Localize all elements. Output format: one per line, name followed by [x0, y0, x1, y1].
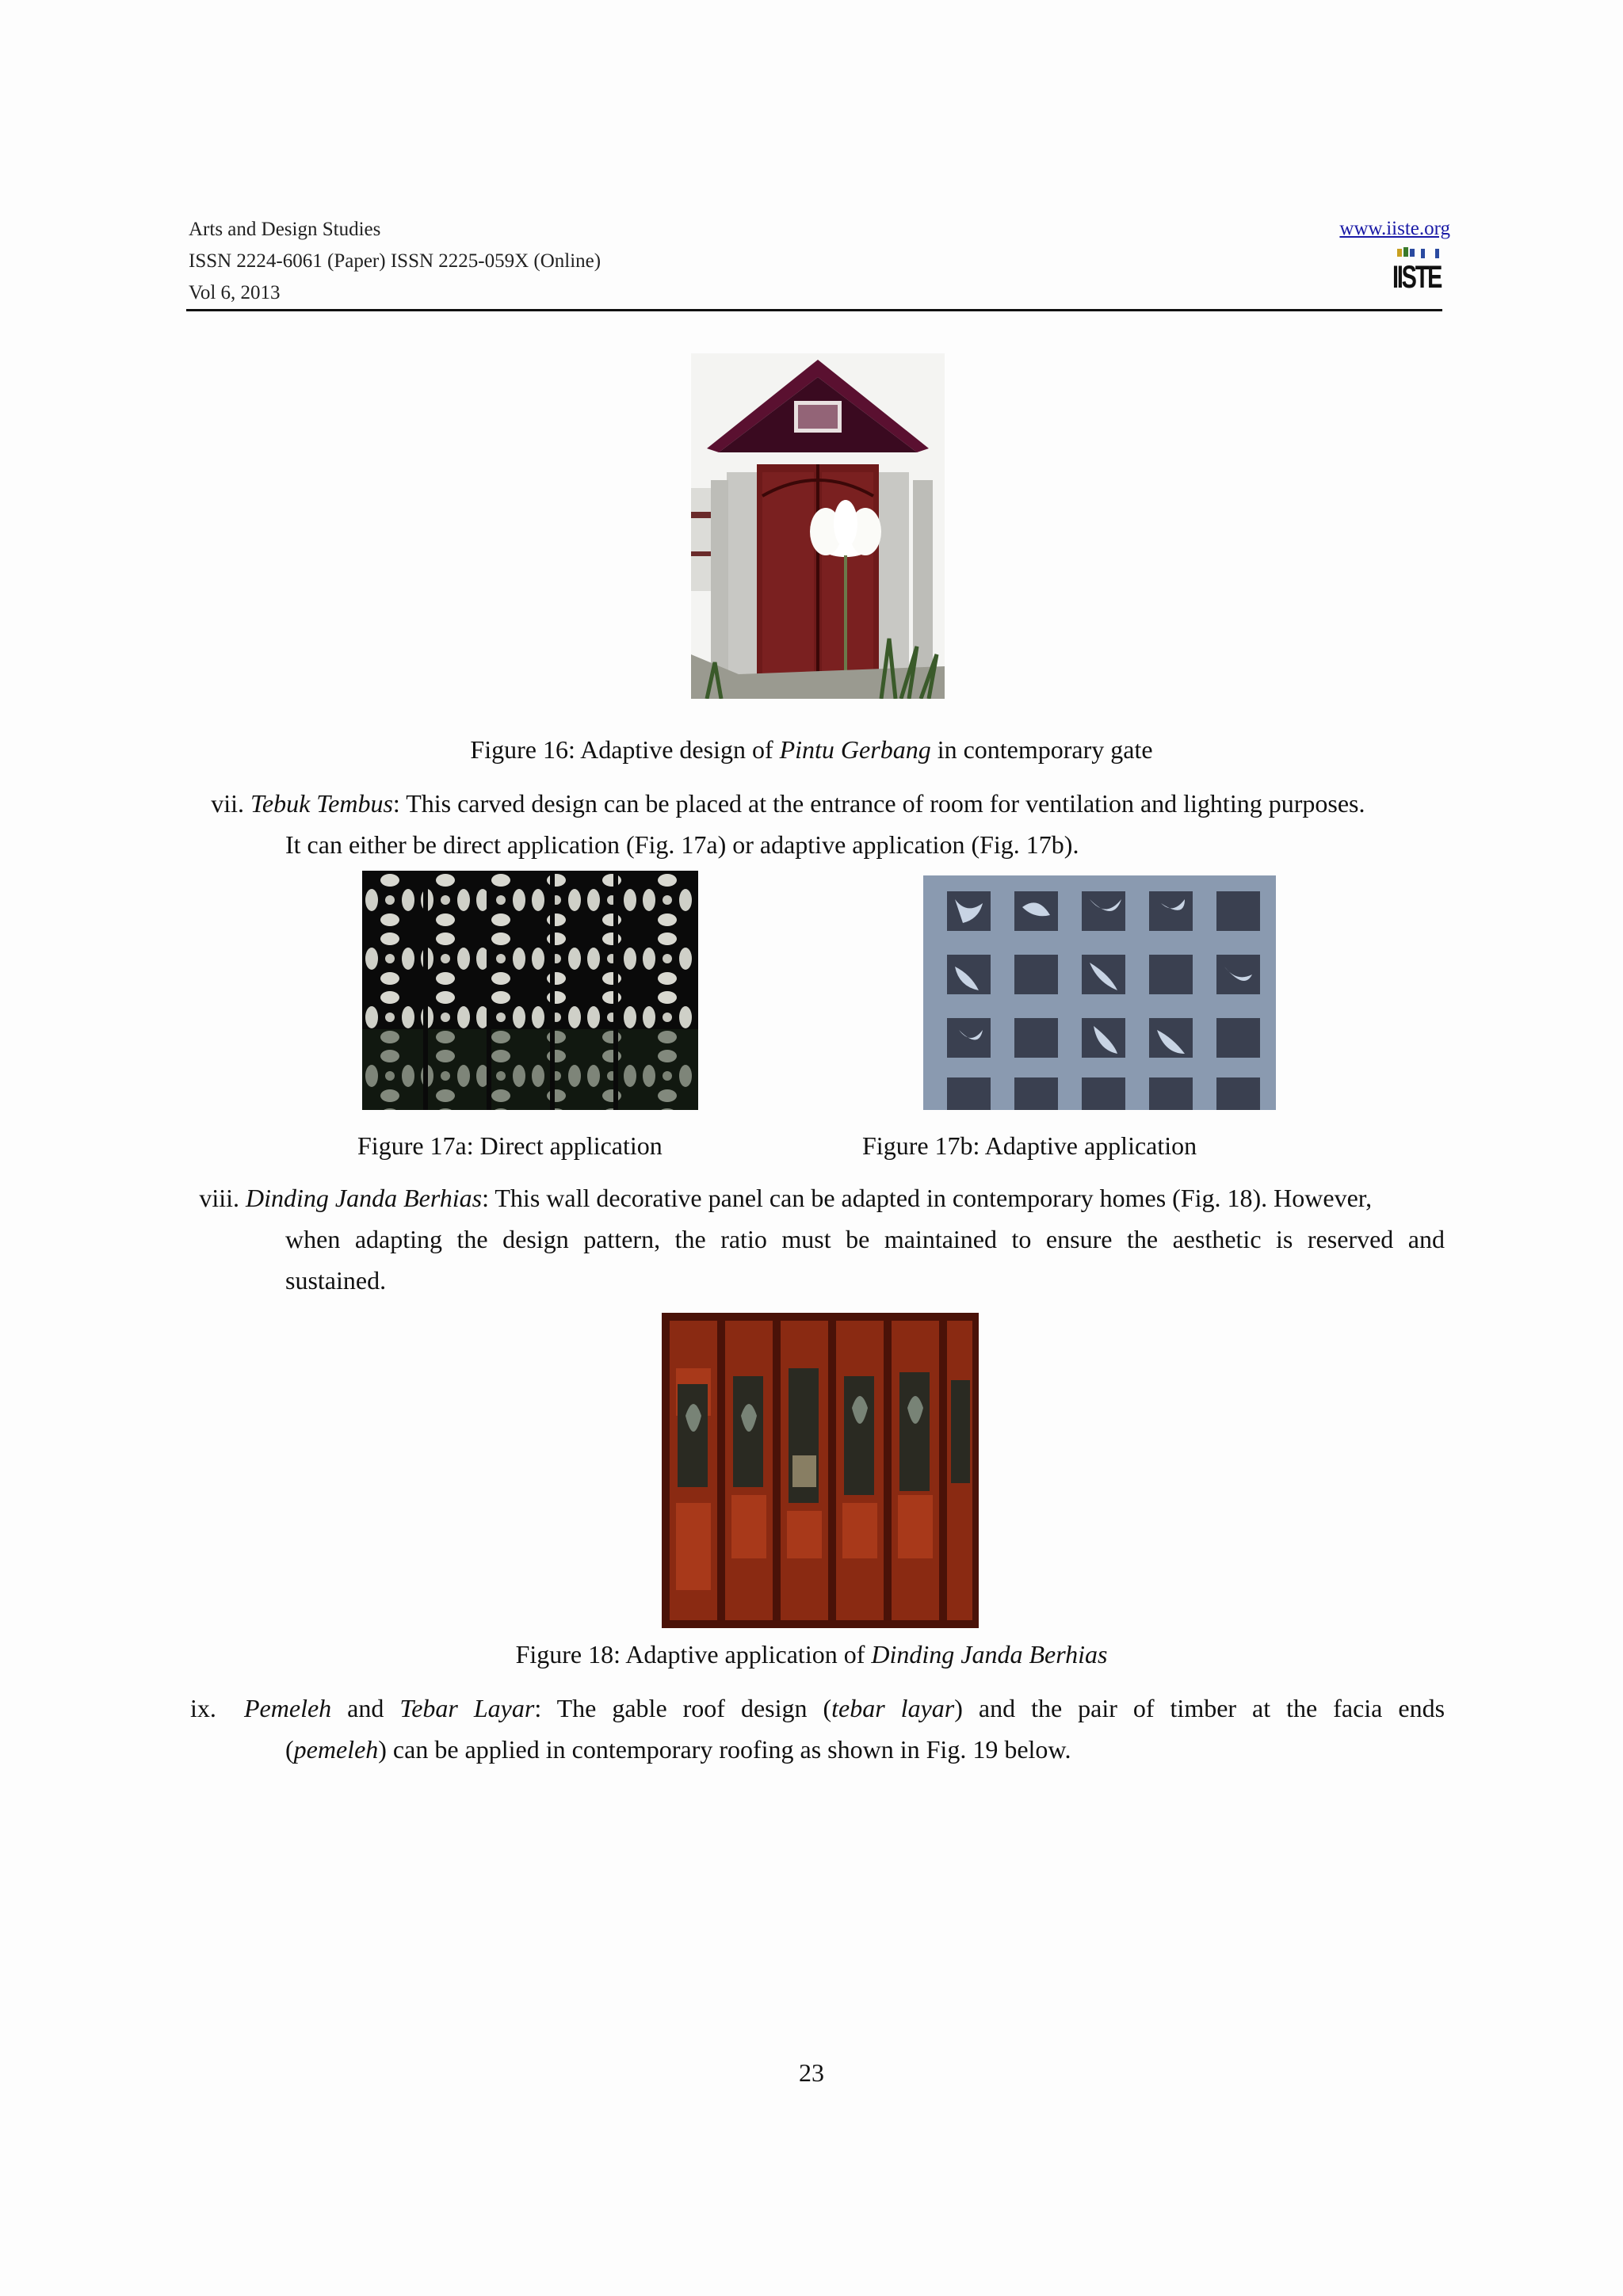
item-vii-line1 — [190, 783, 1445, 824]
item-viii-text1: : This wall decorative panel can be adapted in contemporary homes (Fig. 18). However, — [482, 1184, 1373, 1212]
item-ix-number: ix. — [190, 1694, 216, 1722]
figure18-caption-term: Dinding Janda Berhias — [871, 1640, 1108, 1669]
item-ix-line2 — [285, 1729, 1445, 1770]
volume-line: Vol 6, 2013 — [189, 282, 281, 303]
website-link[interactable]: www.iiste.org — [1339, 218, 1450, 239]
item-ix-and: and — [331, 1694, 400, 1722]
item-ix-term2: Tebar Layar — [399, 1694, 535, 1722]
figure16-image — [691, 353, 945, 699]
item-vii-text1: : This carved design can be placed at the entrance of room for ventilation and lighting purposes. — [392, 789, 1365, 818]
item-ix-paren: ( — [285, 1735, 294, 1764]
item-ix-text2: ) can be applied in contemporary roofing as shown in Fig. 19 below. — [378, 1735, 1071, 1764]
item-viii-number: viii. — [199, 1184, 239, 1212]
figure18-image — [662, 1313, 979, 1628]
item-ix-text1: ) and the pair of timber at the facia ends — [954, 1694, 1445, 1722]
item-vii-line2: It can either be direct application (Fig. 17a) or adaptive application (Fig. 17b). — [285, 830, 1079, 859]
figure16-caption-term: Pintu Gerbang — [779, 735, 931, 764]
figure17a-caption: Figure 17a: Direct application — [357, 1131, 663, 1160]
issn-line: ISSN 2224-6061 (Paper) ISSN 2225-059X (Online) — [189, 250, 601, 272]
item-ix-term1: Pemeleh — [244, 1694, 332, 1722]
item-ix-line1 — [190, 1688, 1445, 1729]
item-viii-line1 — [190, 1177, 1445, 1219]
item-vii-number: vii. — [211, 789, 244, 818]
item-ix-text-mid: : The gable roof design ( — [534, 1694, 832, 1722]
figure16-caption — [0, 734, 1623, 765]
figure17b-image — [923, 875, 1276, 1110]
item-ix-term4: pemeleh — [293, 1735, 379, 1764]
item-viii-line3: sustained. — [285, 1266, 387, 1295]
figure17b-caption: Figure 17b: Adaptive application — [862, 1131, 1197, 1160]
figure17a-image — [362, 871, 698, 1110]
item-ix-term3: tebar layar — [831, 1694, 955, 1722]
page-number: 23 — [799, 2058, 824, 2087]
header-rule — [186, 309, 1442, 311]
iiste-logo — [1391, 246, 1446, 301]
item-viii-term: Dinding Janda Berhias — [246, 1184, 483, 1212]
item-vii-term: Tebuk Tembus — [250, 789, 393, 818]
figure18-caption — [0, 1638, 1623, 1670]
item-viii-line2: when adapting the design pattern, the ratio must be maintained to ensure the aesthetic is reserved and — [285, 1225, 1445, 1253]
logo-text: IISTE — [1392, 260, 1442, 295]
figure16-caption-prefix: Figure 16: Adaptive design of — [470, 735, 780, 764]
figure16-caption-suffix: in contemporary gate — [930, 735, 1153, 764]
figure18-caption-prefix: Figure 18: Adaptive application of — [515, 1640, 872, 1669]
journal-title: Arts and Design Studies — [189, 219, 381, 240]
